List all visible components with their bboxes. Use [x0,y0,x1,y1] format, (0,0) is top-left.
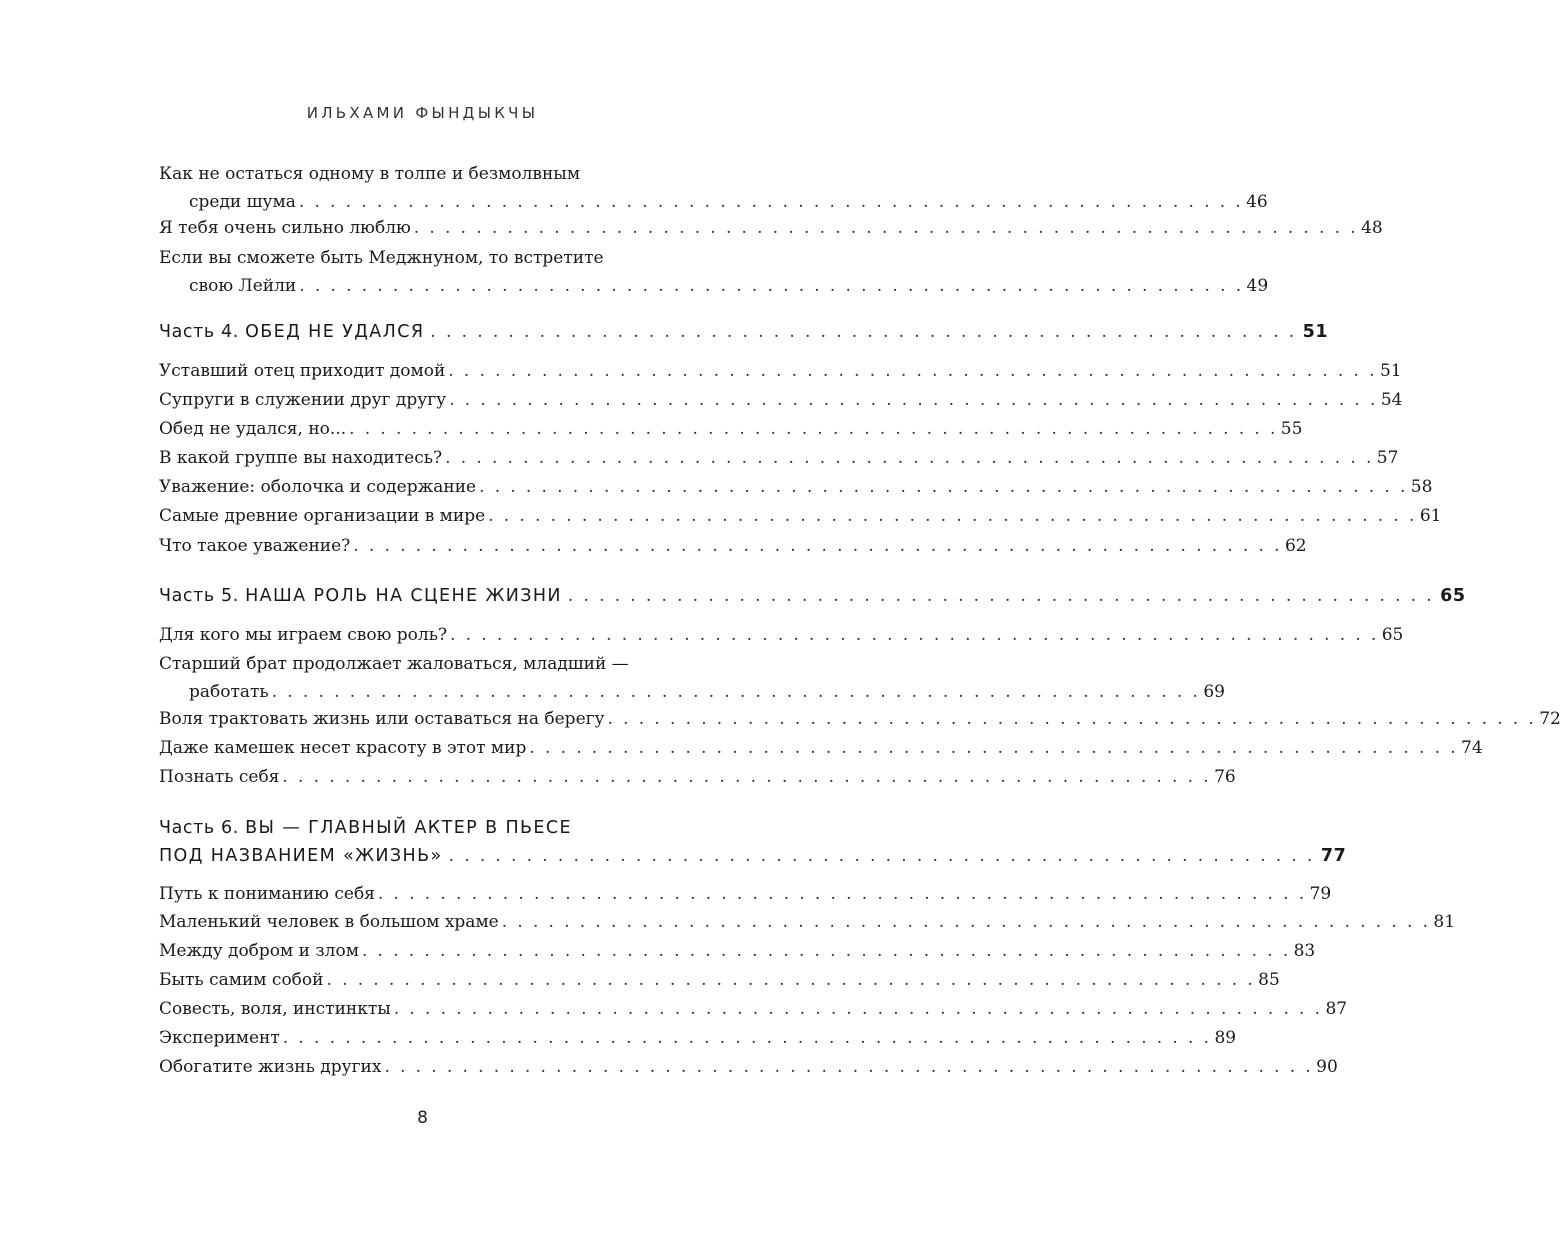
dot-leader: . . . . . . . . . . . . . . . . . . . . . . . . . . . . . . . . . . . . . . . . . . . . . . . . . . . . . . . . . . . . [361,941,1291,961]
toc-entry-page: 58 [1410,477,1433,497]
dot-leader: . . . . . . . . . . . . . . . . . . . . . . . . . . . . . . . . . . . . . . . . . . . . . . . . . . . . . . . . . . . . [449,390,1378,410]
toc-entry-title: Если вы сможете быть Меджнуном, то встретите [159,248,604,268]
toc-entry-title: В какой группе вы находитесь? [159,448,443,468]
part-page: 65 [1440,586,1466,606]
toc-entry-title: Уважение: оболочка и содержание [159,477,477,497]
part-label: Часть 5. [159,586,239,606]
dot-leader: . . . . . . . . . . . . . . . . . . . . . . . . . . . . . . . . . . . . . . . . . . . . . . . . . . . . . . . . . . . . [501,912,1431,932]
dot-leader: . . . . . . . . . . . . . . . . . . . . . . . . . . . . . . . . . . . . . . . . . . . . . . . . . . . . . . . . . . . . [488,506,1417,526]
dot-leader: . . . . . . . . . . . . . . . . . . . . . . . . . . . . . . . . . . . . . . . . . . . . . . . . . . . . . . . . [448,846,1315,866]
dot-leader: . . . . . . . . . . . . . . . . . . . . . . . . . . . . . . . . . . . . . . . . . . . . . . . . . . . . . . . . . . . . [607,709,1537,729]
toc-entry-title: Обед не удался, но... [159,419,347,439]
toc-entry[interactable] [159,908,1456,936]
page-number: 8 [417,1108,428,1128]
part-heading[interactable] [159,814,1347,870]
part-label: Часть 6. [159,818,239,838]
dot-leader: . . . . . . . . . . . . . . . . . . . . . . . . . . . . . . . . . . . . . . . . . . . . . . . . . . . . . . . . . . . . [450,625,1379,645]
toc-entry[interactable] [159,1053,1338,1081]
dot-leader: . . . . . . . . . . . . . . . . . . . . . . . . . . . . . . . . . . . . . . . . . . . . . . . . . . . . . . . . . . . . [448,361,1377,381]
dot-leader: . . . . . . . . . . . . . . . . . . . . . . . . . . . . . . . . . . . . . . . . . . . . . . . . . . . . . . . . . . . . . [413,218,1359,238]
toc-entry-page: 76 [1214,767,1236,787]
part-label: Часть 4. [159,322,239,342]
toc-entry-page: 55 [1280,419,1303,439]
part-page: 77 [1320,846,1347,866]
dot-leader: . . . . . . . . . . . . . . . . . . . . . . . . . . . . . . . . . . . . . . . . . . . . . . . . . . . . . . . . . . . . [529,738,1459,758]
part-title-cont: ПОД НАЗВАНИЕМ «ЖИЗНЬ» [159,846,443,866]
toc-entry-title: Супруги в служении друг другу [159,390,447,410]
dot-leader: . . . . . . . . . . . . . . . . . . . . . . . . . . . . . . . . . . . . . . . . . . . . . . . . . . . . . . . . . . . . [377,884,1307,904]
toc-entry-page: 87 [1325,999,1348,1019]
dot-leader: . . . . . . . . . . . . . . . . . . . . . . . . . . . . . . . . . . . . . . . . . . . . . . . . . . . . . . . . . . . . [353,536,1282,556]
dot-leader: . . . . . . . . . . . . . . . . . . . . . . . . . . . . . . . . . . . . . . . . . . . . . . . . . . . . . . . . . . . . [349,419,1278,439]
toc-entry-title: Даже камешек несет красоту в этот мир [159,738,527,758]
toc-entry-page: 57 [1376,448,1399,468]
running-head: ИЛЬХАМИ ФЫНДЫКЧЫ [306,104,539,122]
toc-entry[interactable] [159,444,1399,472]
toc-entry-page: 51 [1379,361,1402,381]
toc-entry[interactable] [159,734,1483,762]
toc-entry-title-cont: работать [189,682,269,702]
toc-entry-title: Для кого мы играем свою роль? [159,625,448,645]
toc-entry-page: 81 [1433,912,1456,932]
toc-entry-title: Между добром и злом [159,941,359,961]
toc-entry[interactable] [159,995,1348,1023]
toc-entry[interactable] [159,357,1402,385]
toc-entry-page: 83 [1293,941,1316,961]
toc-entry-page: 54 [1380,390,1403,410]
toc-entry[interactable] [159,1024,1237,1052]
dot-leader: . . . . . . . . . . . . . . . . . . . . . . . . . . . . . . . . . . . . . . . . . . . . . . . . . . . . . . . . . . . . [326,970,1256,990]
toc-entry[interactable] [159,705,1561,733]
toc-entry-title: Быть самим собой [159,970,324,990]
toc-entry-page: 46 [1246,192,1268,212]
toc-entry-title: Я тебя очень сильно люблю [159,218,411,238]
toc-entry-title: Совесть, воля, инстинкты [159,999,391,1019]
toc-entry[interactable] [159,650,1225,706]
toc-entry[interactable] [159,880,1332,908]
toc-entry-title-cont: свою Лейли [189,276,297,296]
dot-leader: . . . . . . . . . . . . . . . . . . . . . . . . . . . . . . . . . . . . . . . . . . . . . . . . . . . . . . . . . . . . [445,448,1374,468]
part-heading[interactable] [159,318,1329,346]
dot-leader: . . . . . . . . . . . . . . . . . . . . . . . . . . . . . . . . . . . . . . . . . . . . . . . . . . . . . . . . [567,586,1435,606]
toc-entry-title-cont: среди шума [189,192,296,212]
toc-entry-title: Уставший отец приходит домой [159,361,446,381]
toc-entry-title: Обогатите жизнь других [159,1057,382,1077]
toc-entry-page: 65 [1381,625,1404,645]
toc-entry[interactable] [159,966,1280,994]
toc-entry-page: 61 [1419,506,1442,526]
toc-entry[interactable] [159,502,1442,530]
part-title: НАША РОЛЬ НА СЦЕНЕ ЖИЗНИ [245,586,562,606]
toc-entry-title: Самые древние организации в мире [159,506,486,526]
toc-entry-page: 74 [1461,738,1483,758]
dot-leader: . . . . . . . . . . . . . . . . . . . . . . . . . . . . . . . . . . . . . . . . . . . . . . . . . . . . . . . . . . . . . [298,192,1244,212]
toc-entry-title: Маленький человек в большом храме [159,912,499,932]
toc-entry-page: 90 [1316,1057,1338,1077]
toc-entry-title: Воля трактовать жизнь или оставаться на берегу [159,709,605,729]
toc-entry[interactable] [159,532,1307,560]
toc-entry[interactable] [159,763,1236,791]
dot-leader: . . . . . . . . . . . . . . . . . . . . . . . . . . . . . . . . . . . . . . . . . . . . . . . . . . . . . . . . . . . . [271,682,1201,702]
toc-entry[interactable] [159,937,1316,965]
dot-leader: . . . . . . . . . . . . . . . . . . . . . . . . . . . . . . . . . . . . . . . . . . . . . . . . . . . . . . . . . . . . [282,767,1212,787]
dot-leader: . . . . . . . . . . . . . . . . . . . . . . . . . . . . . . . . . . . . . . . . . . . . . . . . . . . . . . . . . . . . [282,1028,1212,1048]
toc-entry[interactable] [159,621,1404,649]
toc-entry-title: Старший брат продолжает жаловаться, младший — [159,654,629,674]
dot-leader: . . . . . . . . . . . . . . . . . . . . . . . . . . . . . . . . . . . . . . . . . . . . . . . . . . . . . . . . . . . . [479,477,1408,497]
toc-entry[interactable] [159,160,1268,216]
toc-entry-title: Путь к пониманию себя [159,884,375,904]
toc-entry-page: 89 [1214,1028,1237,1048]
toc-entry[interactable] [159,473,1433,501]
dot-leader: . . . . . . . . . . . . . . . . . . . . . . . . . . . . . . . . . . . . . . . . . . . . . . . . . . . . . . . . . . . . . [299,276,1244,296]
dot-leader: . . . . . . . . . . . . . . . . . . . . . . . . . . . . . . . . . . . . . . . . . . . . . . . . . . . . . . . . . . . . [393,999,1323,1019]
part-heading[interactable] [159,582,1466,610]
toc-entry-page: 72 [1539,709,1561,729]
part-title: ВЫ — ГЛАВНЫЙ АКТЕР В ПЬЕСЕ [245,818,572,838]
toc-entry-title: Познать себя [159,767,280,787]
toc-entry-page: 69 [1203,682,1225,702]
dot-leader: . . . . . . . . . . . . . . . . . . . . . . . . . . . . . . . . . . . . . . . . . . . . . . . . . . . . . . . . [430,322,1297,342]
toc-entry-title: Как не остаться одному в толпе и безмолвным [159,164,581,184]
dot-leader: . . . . . . . . . . . . . . . . . . . . . . . . . . . . . . . . . . . . . . . . . . . . . . . . . . . . . . . . . . . . [384,1057,1314,1077]
toc-entry[interactable] [159,244,1269,300]
toc-entry-page: 85 [1258,970,1280,990]
toc-entry[interactable] [159,386,1403,414]
toc-entry-page: 79 [1309,884,1332,904]
toc-entry-page: 62 [1284,536,1307,556]
toc-entry[interactable] [159,214,1383,242]
toc-entry-title: Эксперимент [159,1028,280,1048]
toc-entry-page: 48 [1361,218,1383,238]
toc-entry-title: Что такое уважение? [159,536,351,556]
toc-entry-page: 49 [1246,276,1269,296]
toc-entry[interactable] [159,415,1303,443]
part-title: ОБЕД НЕ УДАЛСЯ [245,322,425,342]
part-page: 51 [1302,322,1329,342]
